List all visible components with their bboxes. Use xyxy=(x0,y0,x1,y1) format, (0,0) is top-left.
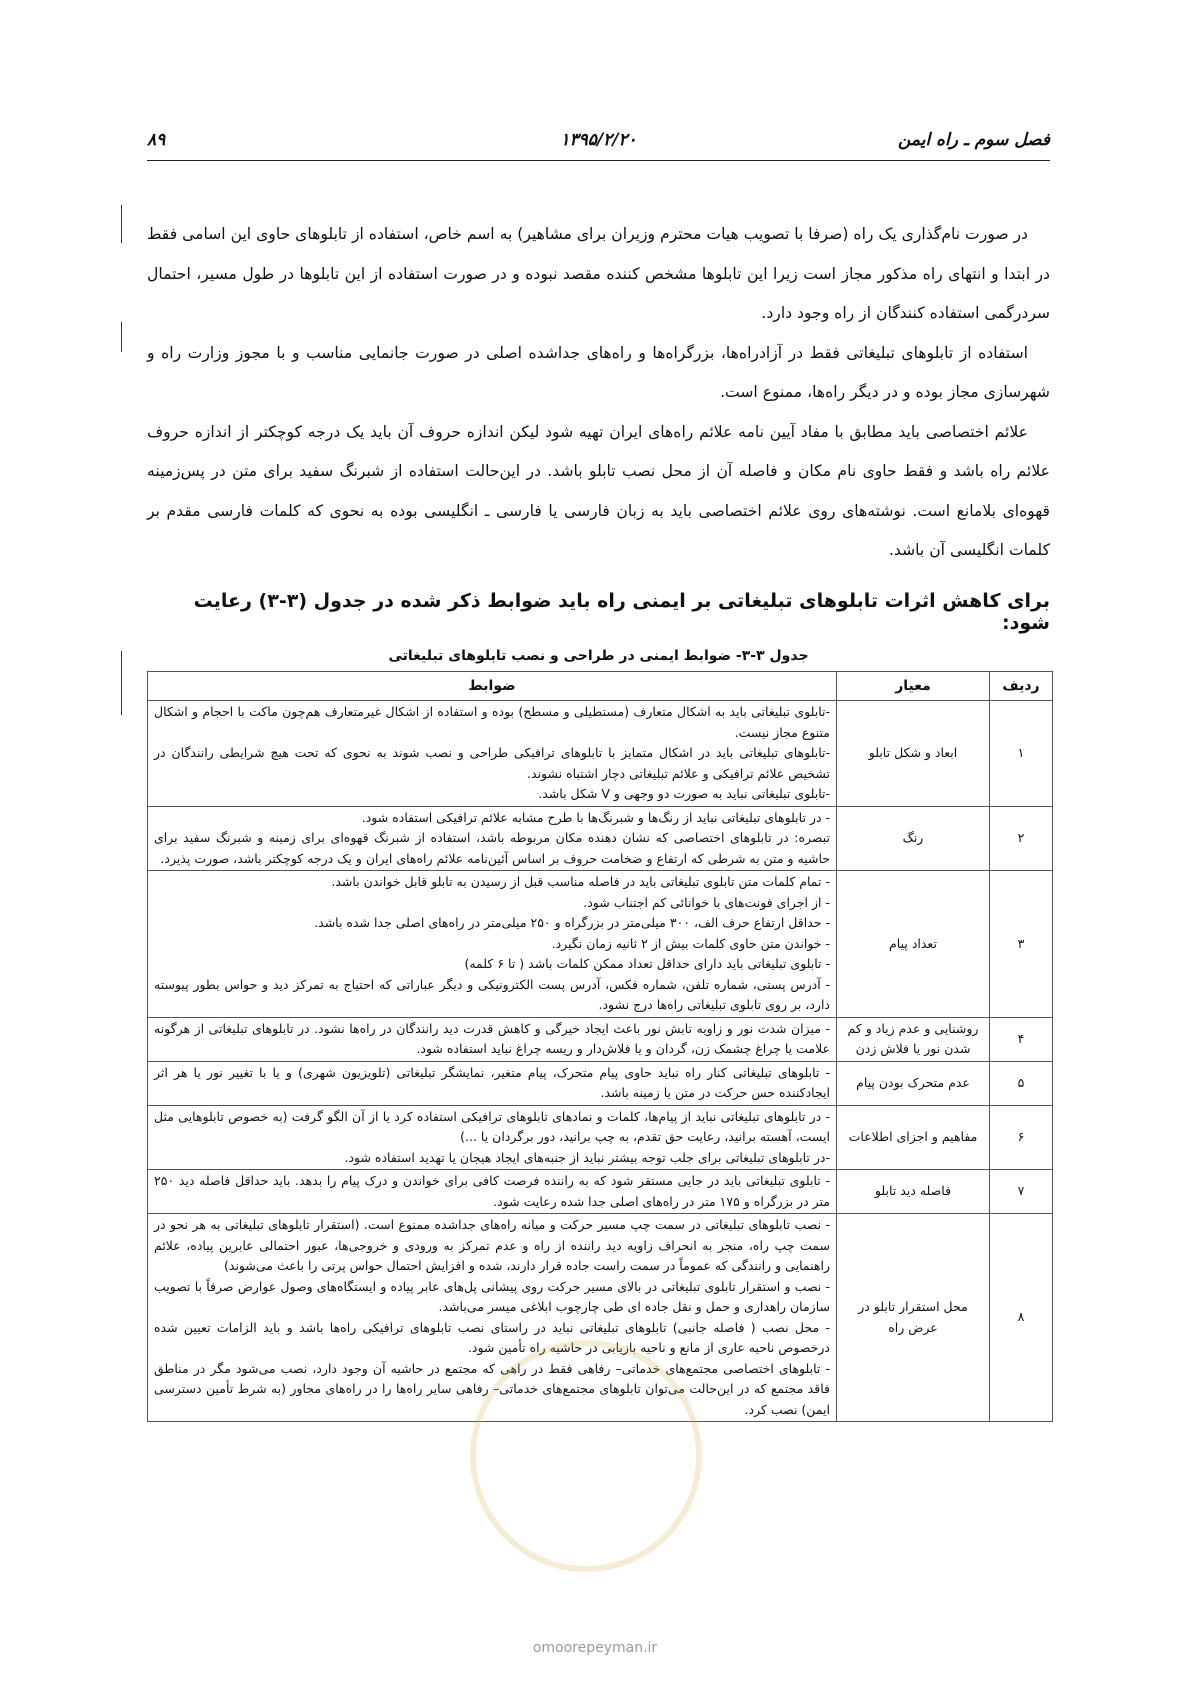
body-text xyxy=(147,215,1050,571)
rule-line: - محل نصب ( فاصله جانبی) تابلوهای تبلیغاتی نباید در راستای نصب تابلوهای ترافیکی راه‌ها باشد و باید الزامات تعیین شده درخصوص ناحیه عاری از مانع و ناحیه بازیابی در حاشیه راه تأمین شود. xyxy=(154,1319,830,1355)
rule-line: - تابلوی تبلیغاتی باید در جایی مستقر شود که به راننده فرصت کافی برای خواندن و درک پیام را بدهد. باید حداقل فاصله دید ۲۵۰ متر در بزرگراه و ۱۷۵ متر در راه‌های اصلی جدا شده رعایت شود. xyxy=(154,1173,830,1209)
paragraph: علائم اختصاصی باید مطابق با مفاد آیین نامه علائم راه‌های ایران تهیه شود لیکن اندازه حروف آن باید یک درجه کوچکتر از اندازه حروف علائم راه باشد و فقط حاوی نام مکان و فاصله آن از محل نصب تابلو باشد. در این‌حالت استفاده از شبرنگ سفید برای متن در پس‌زمینه قهوه‌ای بلامانع است. نوشته‌های روی علائم اختصاصی باید به زبان فارسی یا فارسی ـ انگلیسی بوده به نحوی که کلمات فارسی مقدم بر کلمات انگلیسی آن باشد. xyxy=(147,422,1050,559)
row-criterion: محل استقرار تابلو در عرض راه xyxy=(837,1214,990,1422)
row-number: ۸ xyxy=(990,1214,1053,1422)
table-row xyxy=(148,701,1053,807)
rule-line: - در تابلوهای تبلیغاتی نباید از پیام‌ها، کلمات و نمادهای تابلوهای ترافیکی استفاده کرد یا از آن الگو گرفت (به خصوص تابلوهایی مثل ایست، آهسته برانید، رعایت حق تقدم، به چپ برانید، دور برگردان یا ...) xyxy=(154,1108,830,1144)
row-number: ۷ xyxy=(990,1170,1053,1214)
row-number: ۲ xyxy=(990,806,1053,871)
row-criterion: روشنایی و عدم زیاد و کم شدن نور یا فلاش زدن xyxy=(837,1017,990,1061)
row-number: ۵ xyxy=(990,1061,1053,1105)
rule-line: -تابلوی تبلیغاتی باید به اشکال متعارف (مستطیلی و مسطح) بوده و استفاده از اشکال غیرمتعارف هم‌چون ماکت با احجام و اشکال متنوع مجاز نیست. xyxy=(154,704,830,740)
header-rule xyxy=(147,160,1050,161)
rule-line: - از اجرای فونت‌های با خوانائی کم اجتناب شود. xyxy=(583,894,830,910)
rule-line: - تمام کلمات متن تابلوی تبلیغاتی باید در فاصله مناسب قبل از رسیدن به تابلو قابل خواندن باشد. xyxy=(331,874,830,889)
paragraph: در صورت نام‌گذاری یک راه (صرفا با تصویب هیات محترم وزیران برای مشاهیر) به اسم خاص، استفاده از تابلوهای حاوی این اسامی فقط در ابتدا و انتهای راه مذکور مجاز است زیرا این تابلوها مشخص کننده مقصد نبوده و در صورت استفاده از این تابلوها در طول مسیر، احتمال سردرگمی استفاده کنندگان از راه وجود دارد. xyxy=(147,225,1050,322)
row-criterion: تعداد پیام xyxy=(837,871,990,1018)
rule-line: -در تابلوهای تبلیغاتی برای جلب توجه بیشتر نباید از جنبه‌های ایجاد هیجان یا تهدید استفاده شود. xyxy=(344,1149,830,1165)
rule-line: - آدرس پستی، شماره تلفن، شماره فکس، آدرس پست الکترونیکی و دیگر عباراتی که احتیاج به تمرکز دید و حواس بطور پیوسته دارد، بر روی تابلوی تبلیغاتی راه‌ها درج نشود. xyxy=(154,976,830,1012)
header-row-number: ردیف xyxy=(990,672,1053,701)
section-heading: برای کاهش اثرات تابلوهای تبلیغاتی بر ایمنی راه باید ضوابط ذکر شده در جدول (۳-۳) رعایت شود: xyxy=(193,590,1050,634)
paragraph: استفاده از تابلوهای تبلیغاتی فقط در آزادراه‌ها، بزرگراه‌ها و راه‌های جداشده اصلی در صورت جانمایی مناسب و با مجوز وزارت راه و شهرسازی مجاز بوده و در دیگر راه‌ها، ممنوع است. xyxy=(147,343,1050,401)
rule-line: - نصب تابلوهای تبلیغاتی در سمت چپ مسیر حرکت و میانه راه‌های جداشده ممنوع است. (استقرار تابلوهای تبلیغاتی به هر نحو در سمت چپ راه، منجر به انحراف زاویه دید راننده از راه و عدم تمرکز به ورودی و خروجی‌ها، عبور احتمالی عابرین پیاده، علائم راهنمایی و رانندگی که عموماً در سمت راست جاده قرار دارند، شده و افزایش احتمال حواس پرتی را باعث می‌شوند) xyxy=(154,1217,830,1273)
rule-line: -تابلوی تبلیغاتی نباید به صورت دو وجهی و V شکل باشد. xyxy=(538,786,830,801)
page-header xyxy=(147,128,1050,158)
rule-line: - تابلوهای تبلیغاتی کنار راه نباید حاوی پیام متحرک، پیام متغیر، نمایشگر تبلیغاتی (تلویزیون شهری) و یا با تغییر نور یا هر اثر ایجادکننده حس حرکت در متن یا زمینه باشد. xyxy=(154,1064,830,1100)
rule-line: -تابلوهای تبلیغاتی باید در اشکال متمایز با تابلوهای ترافیکی طراحی و نصب شوند به نحوی که تحت هیچ شرایطی رانندگان در تشخیص علائم ترافیکی و علائم تبلیغاتی دچار اشتباه نشوند. xyxy=(154,745,830,781)
table-row xyxy=(148,1170,1053,1214)
row-criterion: رنگ xyxy=(837,806,990,871)
rule-line: - نصب و استقرار تابلوی تبلیغاتی در بالای مسیر حرکت روی پیشانی پل‌های عابر پیاده و ایستگاه‌های وصول عوارض صرفاً با تصویب سازمان راهداری و حمل و نقل جاده ای طی چارچوب ابلاغی میسر می‌باشد. xyxy=(154,1278,830,1314)
row-criterion: ابعاد و شکل تابلو xyxy=(837,701,990,807)
rule-line: - در تابلوهای تبلیغاتی نباید از رنگ‌ها و شبرنگ‌ها با طرح مشابه علائم ترافیکی استفاده شود. xyxy=(361,809,830,825)
rule-line: - حداقل ارتفاع حرف الف، ۳۰۰ میلی‌متر در بزرگراه و ۲۵۰ میلی‌متر در راه‌های اصلی جدا شده باشد. xyxy=(314,915,830,930)
watermark: omoorepeyman.ir xyxy=(532,1640,658,1656)
header-rules: ضوابط xyxy=(148,672,837,701)
table-row xyxy=(148,806,1053,871)
table-row xyxy=(148,1061,1053,1105)
page-number: ۸۹ xyxy=(147,130,166,150)
header-criterion: معیار xyxy=(837,672,990,701)
chapter-title: فصل سوم ـ راه ایمن xyxy=(897,130,1050,150)
row-rules xyxy=(148,1214,837,1422)
row-criterion: فاصله دید تابلو xyxy=(837,1170,990,1214)
rule-line: تبصره: در تابلوهای اختصاصی که نشان دهنده مکان مربوطه باشد، استفاده از شبرنگ قهوه‌ای برای زمینه و شبرنگ سفید برای حاشیه و متن به شرطی که ارتفاع و ضخامت حروف بر اساس آئین‌نامه علائم راه‌های ایران و یک درجه کوچکتر باشد، صورت پذیرد. xyxy=(154,830,830,866)
rule-line: - تابلوهای اختصاصی مجتمع‌های خدماتی– رفاهی فقط در راهی که مجتمع در حاشیه آن وجود دارد، نصب می‌شود مگر در مناطق فاقد مجتمع که در این‌حالت می‌توان تابلوهای مجتمع‌های خدماتی– رفاهی سایر راه‌ها را در راه‌های مجاور (به شرط تأمین دسترسی ایمن) نصب کرد. xyxy=(154,1360,830,1417)
revision-bar xyxy=(121,322,122,352)
rule-line: - تابلوی تبلیغاتی باید دارای حداقل تعداد ممکن کلمات باشد ( تا ۶ کلمه) xyxy=(464,956,830,971)
header-date: ۱۳۹۵/۲/۲۰ xyxy=(560,130,637,150)
revision-bar xyxy=(121,205,122,243)
row-rules xyxy=(148,806,837,871)
row-criterion: مفاهیم و اجزای اطلاعات xyxy=(837,1105,990,1170)
row-rules xyxy=(148,1170,837,1214)
row-rules xyxy=(148,701,837,807)
row-number: ۳ xyxy=(990,871,1053,1018)
revision-bar xyxy=(121,651,122,715)
rule-line: - خواندن متن حاوی کلمات بیش از ۲ ثانیه زمان نگیرد. xyxy=(551,935,830,951)
rule-line: - میزان شدت نور و زاویه تابش نور باعث ایجاد خیرگی و کاهش قدرت دید رانندگان در راه‌ها نشود. در تابلوهای تبلیغاتی از هرگونه علامت یا چراغ چشمک زن، گردان و یا فلاش‌دار و ریسه چراغ نباید استفاده شود. xyxy=(154,1020,830,1056)
row-number: ۶ xyxy=(990,1105,1053,1170)
row-number: ۴ xyxy=(990,1017,1053,1061)
table-row xyxy=(148,1017,1053,1061)
rules-table xyxy=(147,671,1053,1422)
table-row xyxy=(148,1214,1053,1422)
table-row xyxy=(148,871,1053,1018)
row-rules xyxy=(148,1017,837,1061)
row-rules xyxy=(148,1061,837,1105)
table-header-row xyxy=(148,672,1053,701)
row-number: ۱ xyxy=(990,701,1053,807)
row-rules xyxy=(148,1105,837,1170)
table-caption: جدول ۳-۳- ضوابط ایمنی در طراحی و نصب تابلوهای تبلیغاتی xyxy=(388,648,809,664)
table-row xyxy=(148,1105,1053,1170)
row-rules xyxy=(148,871,837,1018)
row-criterion: عدم متحرک بودن پیام xyxy=(837,1061,990,1105)
